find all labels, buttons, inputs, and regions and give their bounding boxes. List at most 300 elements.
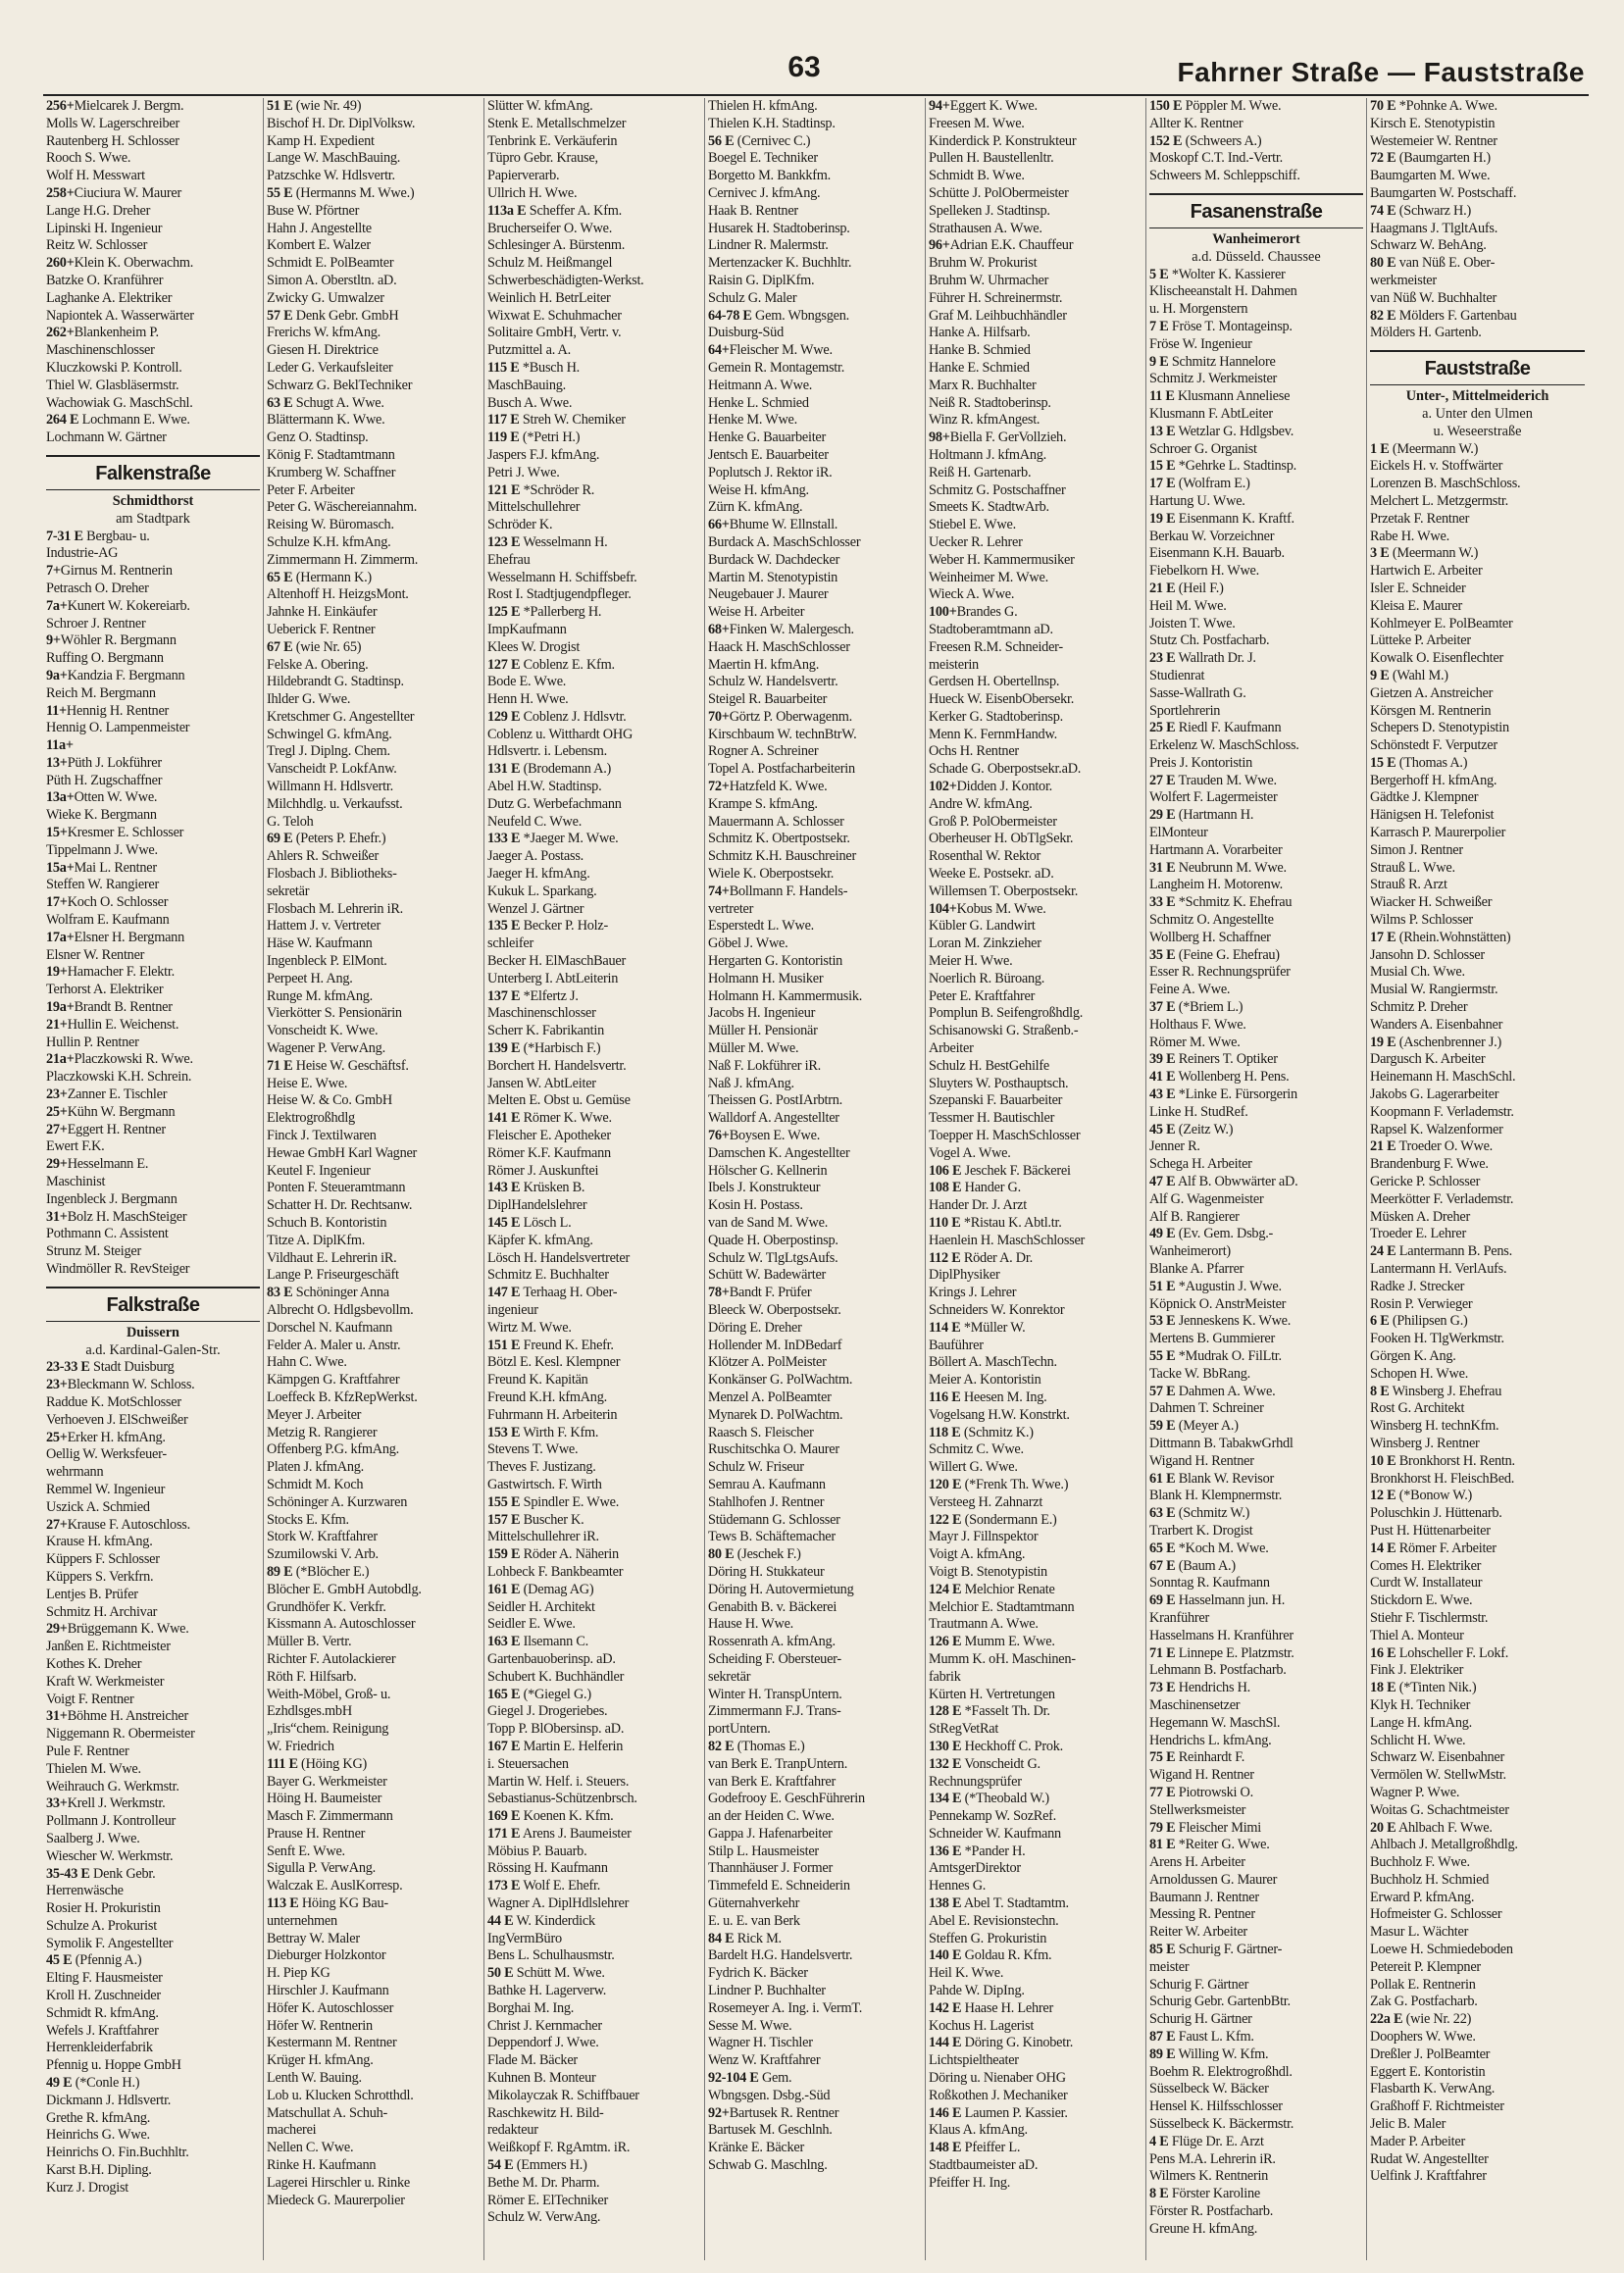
resident-entry: Hirschler J. Kaufmann (267, 1983, 389, 1999)
resident-entry: Thiel A. Monteur (1370, 1627, 1464, 1643)
house-entry: 15a+Mai L. Rentner (46, 859, 157, 876)
house-entry: 89 E Willing W. Kfm. (1149, 2046, 1269, 2062)
resident-entry: Rabe H. Wwe. (1370, 528, 1449, 544)
resident-entry: Pollmann J. Kontrolleur (46, 1813, 177, 1830)
house-entry: 131 E (Brodemann A.) (487, 761, 612, 778)
resident-entry: Bergerhoff H. kfmAng. (1370, 772, 1497, 788)
resident-entry: Studienrat (1149, 667, 1205, 683)
directory-columns (43, 98, 1589, 2260)
resident-entry: Seidler E. Wwe. (487, 1616, 576, 1633)
resident-entry: Ezhdlsges.mbH (267, 1703, 352, 1720)
resident-entry: Rosier H. Prokuristin (46, 1900, 161, 1917)
resident-entry: Remmel W. Ingenieur (46, 1481, 166, 1497)
resident-entry: Peter F. Arbeiter (267, 481, 355, 498)
house-entry: 147 E Terhaag H. Ober- (487, 1285, 618, 1301)
resident-entry: Niggemann R. Obermeister (46, 1726, 195, 1743)
resident-entry: Doophers W. Wwe. (1370, 2029, 1476, 2046)
resident-entry: Freesen M. Wwe. (929, 115, 1025, 131)
resident-entry: Buchholz F. Wwe. (1370, 1854, 1470, 1871)
resident-entry: Bischof H. Dr. DiplVolksw. (267, 115, 416, 131)
resident-entry: Masur L. Wächter (1370, 1924, 1469, 1941)
resident-entry: Käpfer K. kfmAng. (487, 1232, 593, 1248)
district-label: Duissern (126, 1324, 180, 1340)
resident-entry: Burdack A. MaschSchlosser (708, 533, 861, 550)
house-entry: 47 E Alf B. Obwwärter aD. (1149, 1174, 1298, 1190)
resident-entry: Buse W. Pförtner (267, 202, 360, 219)
resident-entry: Borchert H. Handelsvertr. (487, 1057, 627, 1074)
resident-entry: Vonscheidt K. Wwe. (267, 1023, 379, 1039)
resident-entry: Arens H. Arbeiter (1149, 1854, 1245, 1871)
resident-entry: Vildhaut E. Lehrerin iR. (267, 1249, 397, 1266)
resident-entry: Gericke P. Schlosser (1370, 1174, 1481, 1190)
resident-entry: Reiter W. Arbeiter (1149, 1924, 1247, 1941)
resident-entry: Genz O. Stadtinsp. (267, 429, 369, 446)
house-entry: 8 E Winsberg J. Ehefrau (1370, 1383, 1502, 1399)
resident-entry: i. Steuersachen (487, 1755, 569, 1772)
resident-entry: Richter F. Autolackierer (267, 1650, 396, 1667)
resident-entry: Stilp L. Hausmeister (708, 1843, 819, 1859)
house-entry: 77 E Piotrowski O. (1149, 1784, 1253, 1800)
resident-entry: Eggert E. Kontoristin (1370, 2063, 1486, 2080)
resident-entry: Flasbarth K. VerwAng. (1370, 2081, 1496, 2097)
resident-entry: Förster R. Postfacharb. (1149, 2203, 1274, 2220)
resident-entry: Pahde W. DipIng. (929, 1983, 1025, 1999)
resident-entry: Melchior E. Stadtamtmann (929, 1598, 1075, 1615)
resident-entry: Zak G. Postfacharb. (1370, 1994, 1478, 2010)
resident-entry: Maschinenschlosser (46, 342, 155, 359)
house-entry: 44 E W. Kinderdick (487, 1912, 595, 1929)
resident-entry: Stahlhofen J. Rentner (708, 1493, 825, 1510)
resident-entry: Fiebelkorn H. Wwe. (1149, 563, 1259, 580)
resident-entry: Lentjes B. Prüfer (46, 1586, 138, 1602)
resident-entry: Vanscheidt P. LokfAnw. (267, 761, 397, 778)
resident-entry: Strauß R. Arzt (1370, 877, 1447, 893)
resident-entry: Schulz W. Friseur (708, 1459, 804, 1476)
resident-entry: sekretär (708, 1668, 751, 1685)
resident-entry: Saalberg J. Wwe. (46, 1830, 140, 1846)
resident-entry: Gastwirtsch. F. Wirth (487, 1476, 602, 1492)
resident-entry: Möbius P. Bauarb. (487, 1843, 587, 1859)
resident-entry: Süsselbeck W. Bäcker (1149, 2081, 1269, 2097)
resident-entry: Schlicht H. Wwe. (1370, 1732, 1466, 1748)
resident-entry: Kowalk O. Eisenflechter (1370, 650, 1503, 667)
resident-entry: DiplHandelslehrer (487, 1197, 587, 1214)
resident-entry: Schmitz C. Wwe. (929, 1441, 1024, 1458)
resident-entry: Hennes G. (929, 1878, 987, 1894)
resident-entry: Stadtbaumeister aD. (929, 2157, 1039, 2174)
resident-entry: Burdack W. Dachdecker (708, 551, 840, 568)
column-4 (705, 98, 926, 2260)
resident-entry: Rogner A. Schreiner (708, 743, 819, 760)
resident-entry: Schulz M. Heißmangel (487, 255, 613, 272)
resident-entry: Stiebel E. Wwe. (929, 517, 1016, 533)
resident-entry: Schmitz H. Archivar (46, 1603, 158, 1620)
house-entry: 64+Fleischer M. Wwe. (708, 342, 833, 359)
resident-entry: Kissmann A. Autoschlosser (267, 1616, 416, 1633)
resident-entry: Lenth W. Bauing. (267, 2070, 362, 2087)
resident-entry: Lindner P. Buchhalter (708, 1983, 826, 1999)
resident-entry: Kranführer (1149, 1609, 1210, 1626)
resident-entry: Römer J. Auskunftei (487, 1162, 599, 1179)
resident-entry: ElMonteur (1149, 825, 1208, 841)
resident-entry: Strunz M. Steiger (46, 1243, 142, 1260)
house-entry: 148 E Pfeiffer L. (929, 2140, 1021, 2156)
resident-entry: Klees W. Drogist (487, 638, 581, 655)
resident-entry: Hartung U. Wwe. (1149, 492, 1245, 509)
resident-entry: Prause H. Rentner (267, 1825, 366, 1842)
resident-entry: Wixwat E. Schuhmacher (487, 307, 622, 324)
resident-entry: Rosin P. Verwieger (1370, 1295, 1473, 1312)
resident-entry: Schmitz K.H. Bauschreiner (708, 848, 856, 865)
resident-entry: Thannhäuser J. Former (708, 1860, 833, 1877)
resident-entry: Hewae GmbH Karl Wagner (267, 1144, 418, 1161)
house-entry: 262+Blankenheim P. (46, 325, 159, 341)
house-entry: 65 E *Koch M. Wwe. (1149, 1540, 1269, 1556)
house-entry: 21 E Troeder O. Wwe. (1370, 1138, 1494, 1155)
resident-entry: Wirtz M. Wwe. (487, 1319, 572, 1336)
house-entry: 15 E *Gehrke L. Stadtinsp. (1149, 458, 1296, 475)
resident-entry: Müsken A. Dreher (1370, 1208, 1471, 1225)
resident-entry: Häse W. Kaufmann (267, 935, 373, 952)
house-entry: 119 E (*Petri H.) (487, 429, 581, 446)
resident-entry: Gädtke J. Klempner (1370, 789, 1479, 806)
resident-entry: Esperstedt L. Wwe. (708, 918, 814, 934)
house-entry: 94+Eggert K. Wwe. (929, 98, 1038, 114)
resident-entry: Berkau W. Vorzeichner (1149, 528, 1275, 544)
resident-entry: Heil K. Wwe. (929, 1965, 1004, 1982)
house-entry: 117 E Streh W. Chemiker (487, 412, 626, 429)
resident-entry: Freund K. Kapitän (487, 1372, 588, 1389)
resident-entry: Rost G. Architekt (1370, 1400, 1465, 1417)
house-entry: 23-33 E Stadt Duisburg (46, 1359, 175, 1376)
resident-entry: Perpeet H. Ang. (267, 970, 353, 986)
house-entry: 27+Eggert H. Rentner (46, 1121, 166, 1137)
resident-entry: Stiehr F. Tischlermstr. (1370, 1609, 1489, 1626)
resident-entry: Kurz J. Drogist (46, 2179, 129, 2196)
resident-entry: Wagner A. DiplHdlslehrer (487, 1895, 630, 1912)
house-entry: 9a+Kandzia F. Bergmann (46, 667, 185, 683)
resident-entry: Wiele K. Oberpostsekr. (708, 866, 835, 883)
house-entry: 11a+ (46, 737, 74, 754)
resident-entry: Schega H. Arbeiter (1149, 1156, 1252, 1173)
resident-entry: Wieke K. Bergmann (46, 807, 157, 824)
resident-entry: Rapsel K. Walzenformer (1370, 1121, 1503, 1137)
house-entry: 3 E (Meermann W.) (1370, 545, 1479, 562)
resident-entry: Meier A. Kontoristin (929, 1372, 1041, 1389)
resident-entry: Schwab G. Maschlng. (708, 2157, 828, 2174)
resident-entry: Felske A. Obering. (267, 656, 369, 673)
house-entry: 130 E Heckhoff C. Prok. (929, 1738, 1063, 1754)
resident-entry: Kleisa E. Maurer (1370, 597, 1463, 614)
resident-entry: Dreßler J. PolBeamter (1370, 2046, 1491, 2062)
house-entry: 4 E Flüge Dr. E. Arzt (1149, 2133, 1264, 2149)
house-entry: 143 E Krüsken B. (487, 1180, 585, 1196)
house-entry: 113a E Scheffer A. Kfm. (487, 202, 622, 219)
house-entry: 161 E (Demag AG) (487, 1581, 594, 1597)
resident-entry: Freesen R.M. Schneider- (929, 638, 1063, 655)
resident-entry: Peter E. Kraftfahrer (929, 987, 1036, 1004)
house-entry: 126 E Mumm E. Wwe. (929, 1634, 1055, 1650)
resident-entry: Kothes K. Dreher (46, 1655, 142, 1672)
resident-entry: Lange H.G. Dreher (46, 202, 151, 219)
resident-entry: Janßen E. Richtmeister (46, 1639, 171, 1655)
house-entry: 49 E (Ev. Gem. Dsbg.- (1149, 1226, 1274, 1242)
resident-entry: Graßhoff F. Richtmeister (1370, 2098, 1504, 2115)
house-entry: 37 E (*Briem L.) (1149, 999, 1243, 1016)
resident-entry: Petereit P. Klempner (1370, 1958, 1481, 1975)
resident-entry: Konkänser G. PolWachtm. (708, 1372, 853, 1389)
house-entry: 102+Didden J. Kontor. (929, 779, 1053, 795)
house-entry: 10 E Bronkhorst H. Rentn. (1370, 1452, 1515, 1469)
resident-entry: Pullen H. Baustellenltr. (929, 150, 1054, 167)
resident-entry: Mertens B. Gummierer (1149, 1331, 1276, 1347)
resident-entry: Musial W. Rangiermstr. (1370, 982, 1498, 998)
resident-entry: Hause H. Wwe. (708, 1616, 794, 1633)
resident-entry: Baumgarten W. Postschaff. (1370, 184, 1517, 201)
resident-entry: Petrasch O. Dreher (46, 580, 149, 596)
resident-entry: Spelleken J. Stadtinsp. (929, 202, 1050, 219)
resident-entry: Cernivec J. kfmAng. (708, 184, 821, 201)
resident-entry: Brandenburg F. Wwe. (1370, 1156, 1489, 1173)
house-entry: 129 E Coblenz J. Hdlsvtr. (487, 708, 627, 725)
resident-entry: Hanke A. Hilfsarb. (929, 325, 1031, 341)
resident-entry: Musial Ch. Wwe. (1370, 964, 1465, 981)
resident-entry: Bathke H. Lagerverw. (487, 1983, 607, 1999)
resident-entry: Holmann H. Kammermusik. (708, 987, 863, 1004)
resident-entry: Hullin P. Rentner (46, 1034, 139, 1050)
resident-entry: Schulz W. TlgLtgsAufs. (708, 1249, 838, 1266)
resident-entry: Kohlmeyer E. PolBeamter (1370, 615, 1513, 631)
resident-entry: Römer E. ElTechniker (487, 2192, 609, 2208)
resident-entry: Roßkothen J. Mechaniker (929, 2087, 1068, 2103)
resident-entry: Linke H. StudRef. (1149, 1103, 1248, 1120)
house-entry: 106 E Jeschek F. Bäckerei (929, 1162, 1071, 1179)
resident-entry: Boehm R. Elektrogroßhdl. (1149, 2063, 1293, 2080)
district-label: a.d. Düsseld. Chaussee (1192, 248, 1321, 265)
house-entry: 173 E Wolf E. Ehefr. (487, 1878, 601, 1894)
resident-entry: Altenhoff H. HeizgsMont. (267, 586, 409, 603)
house-entry: 31 E Neubrunn M. Wwe. (1149, 859, 1287, 876)
resident-entry: Krause H. kfmAng. (46, 1534, 153, 1550)
resident-entry: Menzel A. PolBeamter (708, 1389, 832, 1405)
resident-entry: Röth F. Hilfsarb. (267, 1668, 357, 1685)
resident-entry: Jenner R. (1149, 1138, 1200, 1155)
resident-entry: Jacobs H. Ingenieur (708, 1005, 816, 1022)
resident-entry: Solitaire GmbH, Vertr. v. (487, 325, 622, 341)
house-entry: 104+Kobus M. Wwe. (929, 900, 1046, 917)
house-entry: 258+Ciuciura W. Maurer (46, 184, 182, 201)
house-entry: 56 E (Cernivec C.) (708, 132, 811, 149)
house-entry: 19a+Brandt B. Rentner (46, 999, 173, 1016)
house-entry: 123 E Wesselmann H. (487, 533, 608, 550)
house-entry: 134 E (*Theobald W.) (929, 1791, 1049, 1807)
resident-entry: Flosbach M. Lehrerin iR. (267, 900, 403, 917)
resident-entry: Neufeld C. Wwe. (487, 813, 583, 830)
resident-entry: Eisenmann K.H. Bauarb. (1149, 545, 1285, 562)
house-entry: 83 E Schöninger Anna (267, 1285, 389, 1301)
resident-entry: Peter G. Wäschereiannahm. (267, 499, 418, 516)
resident-entry: Süsselbeck K. Bäckermstr. (1149, 2116, 1294, 2133)
resident-entry: Rosemeyer A. Ing. i. VermT. (708, 1999, 863, 2016)
house-entry: 9+Wöhler R. Bergmann (46, 632, 177, 649)
resident-entry: Szumilowski V. Arb. (267, 1546, 379, 1563)
house-entry: 122 E (Sondermann E.) (929, 1511, 1057, 1528)
resident-entry: Mölders H. Gartenb. (1370, 325, 1482, 341)
house-entry: 71 E Linnepe E. Platzmstr. (1149, 1644, 1294, 1661)
resident-entry: W. Friedrich (267, 1738, 334, 1754)
resident-entry: Rooch S. Wwe. (46, 150, 131, 167)
resident-entry: Döring u. Nienaber OHG (929, 2070, 1066, 2087)
resident-entry: Ingenbleck J. Bergmann (46, 1190, 178, 1207)
resident-entry: Müller M. Wwe. (708, 1040, 799, 1057)
house-entry: 15+Kresmer E. Schlosser (46, 825, 184, 841)
resident-entry: Karrasch P. Maurerpolier (1370, 825, 1506, 841)
resident-entry: Kochus H. Lagerist (929, 2017, 1035, 2034)
resident-entry: Raisin G. DiplKfm. (708, 272, 815, 288)
resident-entry: Zwicky G. Umwalzer (267, 289, 384, 306)
resident-entry: Schwarz W. BehAng. (1370, 237, 1487, 254)
house-entry: 100+Brandes G. (929, 604, 1018, 621)
resident-entry: Hander Dr. J. Arzt (929, 1197, 1027, 1214)
resident-entry: Wesselmann H. Schiffsbefr. (487, 569, 637, 585)
resident-entry: Blöcher E. GmbH Autobdlg. (267, 1581, 422, 1597)
resident-entry: Bens L. Schulhausmstr. (487, 1947, 615, 1964)
resident-entry: E. u. E. van Berk (708, 1912, 800, 1929)
resident-entry: Gartenbauoberinsp. aD. (487, 1650, 616, 1667)
house-entry: 17 E (Wolfram E.) (1149, 476, 1250, 492)
resident-entry: Püth H. Zugschaffner (46, 772, 163, 788)
resident-entry: Wagner H. Tischler (708, 2035, 813, 2051)
resident-entry: Damschen K. Angestellter (708, 1144, 850, 1161)
house-entry: 127 E Coblenz E. Kfm. (487, 656, 615, 673)
resident-entry: Albrecht O. Hdlgsbevollm. (267, 1301, 414, 1318)
resident-entry: Messing R. Pentner (1149, 1906, 1255, 1923)
resident-entry: Böllert A. MaschTechn. (929, 1354, 1057, 1371)
resident-entry: Putzmittel a. A. (487, 342, 571, 359)
house-entry: 23 E Wallrath Dr. J. (1149, 650, 1256, 667)
house-entry: 57 E Dahmen A. Wwe. (1149, 1383, 1276, 1399)
house-entry: 92+Bartusek R. Rentner (708, 2104, 839, 2121)
resident-entry: Mertenzacker K. Buchhltr. (708, 255, 852, 272)
resident-entry: Schönstedt F. Verputzer (1370, 737, 1497, 754)
house-entry: 18 E (*Tinten Nik.) (1370, 1680, 1477, 1696)
resident-entry: Winz R. kfmAngest. (929, 412, 1040, 429)
resident-entry: Voigt F. Rentner (46, 1691, 134, 1707)
house-entry: 19 E Eisenmann K. Kraftf. (1149, 510, 1294, 527)
resident-entry: Wolfert F. Lagermeister (1149, 789, 1278, 806)
resident-entry: Smeets K. StadtwArb. (929, 499, 1049, 516)
resident-entry: Schmitz P. Dreher (1370, 999, 1468, 1016)
resident-entry: Symolik F. Angestellter (46, 1935, 174, 1951)
resident-entry: Joisten T. Wwe. (1149, 615, 1236, 631)
house-entry: 74 E (Schwarz H.) (1370, 202, 1471, 219)
resident-entry: Gerdsen H. Obertellnsp. (929, 674, 1060, 690)
resident-entry: Simon J. Rentner (1370, 841, 1463, 858)
resident-entry: Führer H. Schreinermstr. (929, 289, 1063, 306)
resident-entry: Papierverarb. (487, 168, 560, 184)
resident-entry: Nellen C. Wwe. (267, 2140, 354, 2156)
resident-entry: Karst B.H. Dipling. (46, 2162, 152, 2179)
resident-entry: Weeke E. Postsekr. aD. (929, 866, 1054, 883)
resident-entry: Lantermann H. VerlAufs. (1370, 1261, 1507, 1277)
resident-entry: Raddue K. MotSchlosser (46, 1393, 181, 1410)
resident-entry: schleifer (487, 935, 533, 952)
resident-entry: Hensel K. Hilfsschlosser (1149, 2098, 1283, 2115)
resident-entry: Winter H. TranspUntern. (708, 1686, 842, 1702)
resident-entry: Hofmeister G. Schlosser (1370, 1906, 1502, 1923)
resident-entry: Wenz W. Kraftfahrer (708, 2052, 821, 2069)
resident-entry: Fuhrmann H. Arbeiterin (487, 1406, 618, 1423)
house-entry: 139 E (*Harbisch F.) (487, 1040, 601, 1057)
house-entry: 7-31 E Bergbau- u. (46, 528, 150, 544)
resident-entry: ingenieur (487, 1301, 538, 1318)
resident-entry: Mader P. Arbeiter (1370, 2133, 1465, 2149)
resident-entry: Hergarten G. Kontoristin (708, 953, 843, 970)
resident-entry: Loewe H. Schmiedeboden (1370, 1942, 1513, 1958)
resident-entry: Weber H. Kammermusiker (929, 551, 1075, 568)
resident-entry: König F. Stadtamtmann (267, 446, 395, 463)
house-entry: 116 E Heesen M. Ing. (929, 1389, 1047, 1405)
resident-entry: Krings J. Lehrer (929, 1285, 1017, 1301)
house-entry: 43 E *Linke E. Fürsorgerin (1149, 1086, 1297, 1103)
house-entry: 157 E Buscher K. (487, 1511, 584, 1528)
house-entry: 163 E Ilsemann C. (487, 1634, 588, 1650)
house-entry: 137 E *Elfertz J. (487, 987, 579, 1004)
resident-entry: Haack H. MaschSchlosser (708, 638, 850, 655)
resident-entry: Hartwich E. Arbeiter (1370, 563, 1483, 580)
resident-entry: Langheim H. Motorenw. (1149, 877, 1283, 893)
house-entry: 78+Bandt F. Prüfer (708, 1285, 812, 1301)
resident-entry: Uelfink J. Kraftfahrer (1370, 2168, 1487, 2185)
resident-entry: Lindner R. Malermstr. (708, 237, 829, 254)
resident-entry: Troeder E. Lehrer (1370, 1226, 1467, 1242)
resident-entry: Quade H. Oberpostinsp. (708, 1232, 838, 1248)
resident-entry: Thiel W. Glasbläsermstr. (46, 377, 179, 393)
resident-entry: Arnoldussen G. Maurer (1149, 1871, 1278, 1888)
resident-entry: Jelic B. Maler (1370, 2116, 1446, 2133)
resident-entry: Uszick A. Schmied (46, 1498, 150, 1515)
resident-entry: sekretär (267, 883, 310, 899)
resident-entry: Versteeg H. Zahnarzt (929, 1493, 1043, 1510)
resident-entry: Haenlein H. MaschSchlosser (929, 1232, 1086, 1248)
resident-entry: Borgetto M. Bankkfm. (708, 168, 831, 184)
resident-entry: Willemsen T. Oberpostsekr. (929, 883, 1079, 899)
resident-entry: Schmitz K. Obertpostsekr. (708, 831, 850, 847)
resident-entry: Kestermann M. Rentner (267, 2035, 397, 2051)
resident-entry: Offenberg P.G. kfmAng. (267, 1441, 399, 1458)
resident-entry: Stocks E. Kfm. (267, 1511, 349, 1528)
resident-entry: Ochs H. Rentner (929, 743, 1019, 760)
house-entry: 98+Biella F. GerVollzieh. (929, 429, 1067, 446)
resident-entry: Thielen H. kfmAng. (708, 98, 818, 114)
resident-entry: Schwarz G. BeklTechniker (267, 377, 413, 393)
resident-entry: Hahn C. Wwe. (267, 1354, 347, 1371)
resident-entry: Napiontek A. Wasserwärter (46, 307, 194, 324)
resident-entry: Wiacker H. Schweißer (1370, 894, 1493, 911)
resident-entry: Krumberg W. Schaffner (267, 464, 396, 480)
resident-entry: Brucherseifer O. Wwe. (487, 220, 613, 236)
resident-entry: Weith-Möbel, Groß- u. (267, 1686, 391, 1702)
resident-entry: Maschinensetzer (1149, 1696, 1241, 1713)
house-entry: 61 E Blank W. Revisor (1149, 1470, 1275, 1487)
house-entry: 153 E Wirth F. Kfm. (487, 1424, 599, 1440)
resident-entry: Schmidt R. kfmAng. (46, 2004, 159, 2021)
resident-entry: Tenbrink E. Verkäuferin (487, 132, 618, 149)
resident-entry: Steffen W. Rangierer (46, 877, 160, 893)
resident-entry: Szepanski F. Bauarbeiter (929, 1092, 1063, 1109)
resident-entry: Hdlsvertr. i. Lebensm. (487, 743, 607, 760)
resident-entry: Alf B. Rangierer (1149, 1208, 1240, 1225)
